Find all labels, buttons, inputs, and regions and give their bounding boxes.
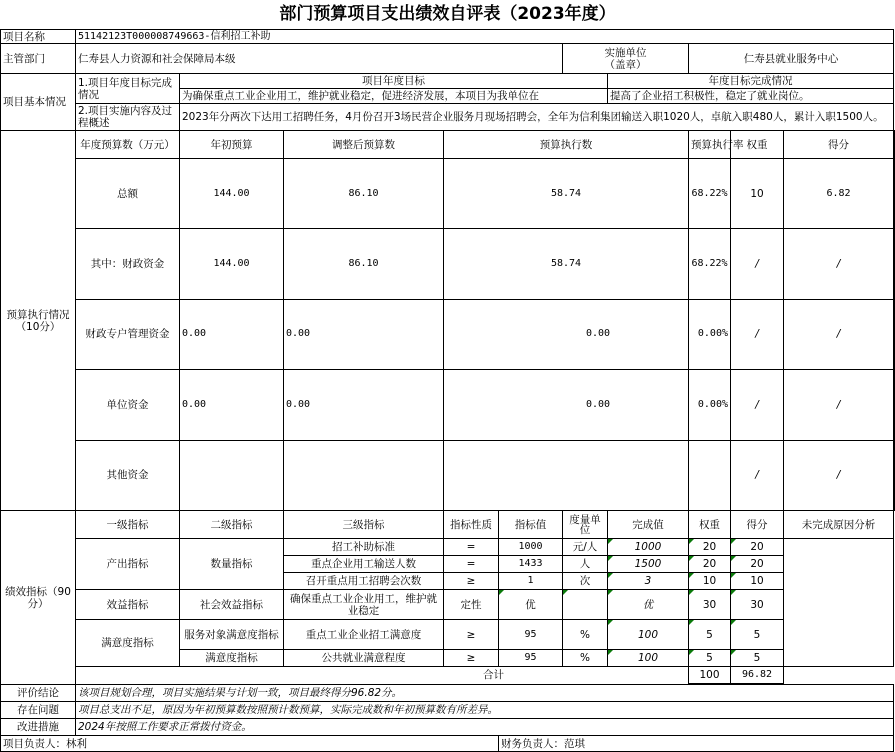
- indicator-score: 5: [731, 620, 784, 650]
- budget-header-annual: 年度预算数（万元）: [76, 131, 180, 159]
- indicator-done: 100: [608, 650, 689, 667]
- indicator-score: 10: [731, 573, 784, 590]
- budget-row-executed: 0.00: [444, 299, 689, 369]
- budget-row-weight: /: [731, 440, 784, 510]
- indicator-unit: %: [563, 620, 608, 650]
- budget-row-name: 其中：财政资金: [76, 229, 180, 299]
- indicator-score: 20: [731, 556, 784, 573]
- level3-indicator: 公共就业满意程度: [284, 650, 444, 667]
- department-value: 仁寿县人力资源和社会保障局本级: [76, 44, 563, 74]
- indicator-weight: 5: [689, 650, 731, 667]
- indicator-done: 优: [608, 590, 689, 620]
- total-label: 合计: [483, 669, 504, 682]
- indicator-value: 1433: [499, 556, 563, 573]
- indicator-value: 1000: [499, 539, 563, 556]
- evaluation-table: [0, 29, 895, 752]
- perf-header-level2: 二级指标: [180, 511, 284, 539]
- project-name-value: 51142123T000008749663-信利招工补助: [76, 30, 894, 44]
- budget-row-executed: [444, 440, 689, 510]
- level2-quantity: 数量指标: [180, 539, 284, 590]
- level2-social: 社会效益指标: [180, 590, 284, 620]
- indicator-nature: ≥: [444, 620, 499, 650]
- indicator-done: 1000: [608, 539, 689, 556]
- budget-row-weight: 10: [731, 159, 784, 229]
- annual-goal-text: 为确保重点工业企业用工，维护就业稳定，促进经济发展，本项目为我单位在: [180, 89, 608, 104]
- annual-goal-sublabel: 1.项目年度目标完成情况: [76, 74, 180, 104]
- level3-indicator: 重点工业企业招工满意度: [284, 620, 444, 650]
- budget-row-executed: 58.74: [444, 229, 689, 299]
- budget-row-adjusted: 86.10: [284, 229, 444, 299]
- total-weight: 100: [689, 667, 731, 684]
- perf-header-value: 指标值: [499, 511, 563, 539]
- budget-header-weight: 权重: [731, 131, 784, 159]
- department-label: 主管部门: [1, 44, 76, 74]
- indicator-done: 3: [608, 573, 689, 590]
- indicator-unit: 人: [563, 556, 608, 573]
- conclusion-label: 评价结论: [1, 685, 76, 702]
- budget-row-name: 其他资金: [76, 440, 180, 510]
- perf-header-unit: 度量单位: [563, 511, 608, 539]
- indicator-unit: [563, 590, 608, 620]
- budget-row-rate: 0.00%: [689, 299, 731, 369]
- indicator-unit: 次: [563, 573, 608, 590]
- measures-label: 改进措施: [1, 719, 76, 736]
- level3-indicator: 重点企业用工输送人数: [284, 556, 444, 573]
- issues-text: 项目总支出不足，原因为年初预算数按照预计数预算，实际完成数和年初预算数有所差异。: [76, 702, 894, 719]
- page-title: 部门预算项目支出绩效自评表（2023年度）: [279, 4, 616, 24]
- budget-row-initial: 144.00: [180, 159, 284, 229]
- indicator-weight: 30: [689, 590, 731, 620]
- total-score: 96.82: [731, 667, 784, 684]
- budget-row-adjusted: [284, 440, 444, 510]
- level3-indicator: 召开重点用工招聘会次数: [284, 573, 444, 590]
- perf-header-weight: 权重: [689, 511, 731, 539]
- level2-satisfaction: 满意度指标: [180, 650, 284, 667]
- conclusion-text: 该项目规划合理，项目实施结果与计划一致，项目最终得分96.82分。: [76, 685, 894, 702]
- total-blank: [784, 667, 894, 684]
- measures-text: 2024年按照工作要求正常拨付资金。: [76, 719, 894, 736]
- budget-reason: [894, 159, 895, 511]
- indicator-value: 95: [499, 620, 563, 650]
- perf-header-level3: 三级指标: [284, 511, 444, 539]
- budget-header-executed: 预算执行数: [444, 131, 689, 159]
- perf-header-level1: 一级指标: [76, 511, 180, 539]
- implementing-unit-value: 仁寿县就业服务中心: [689, 44, 894, 74]
- budget-row-executed: 0.00: [444, 370, 689, 440]
- indicator-unit: 元/人: [563, 539, 608, 556]
- annual-goal-header: 项目年度目标: [180, 74, 608, 89]
- indicator-score: 5: [731, 650, 784, 667]
- project-name-label: 项目名称: [1, 30, 76, 44]
- indicator-value: 1: [499, 573, 563, 590]
- finance-leader: 财务负责人：范琪: [499, 736, 894, 752]
- budget-row-executed: 58.74: [444, 159, 689, 229]
- indicator-score: 20: [731, 539, 784, 556]
- indicator-nature: ≥: [444, 573, 499, 590]
- budget-header-initial: 年初预算: [180, 131, 284, 159]
- indicator-weight: 5: [689, 620, 731, 650]
- budget-row-name: 单位资金: [76, 370, 180, 440]
- perf-header-score: 得分: [731, 511, 784, 539]
- indicator-weight: 20: [689, 539, 731, 556]
- level2-service-satisfaction: 服务对象满意度指标: [180, 620, 284, 650]
- indicator-done: 1500: [608, 556, 689, 573]
- budget-header-rate: 预算执行率: [689, 131, 731, 159]
- performance-label: 绩效指标（90分）: [1, 511, 76, 685]
- issues-label: 存在问题: [1, 702, 76, 719]
- indicator-nature: 定性: [444, 590, 499, 620]
- budget-row-rate: 0.00%: [689, 370, 731, 440]
- budget-header-score: 得分: [784, 131, 894, 159]
- project-leader: 项目负责人：林利: [1, 736, 499, 752]
- level1-satisfaction: 满意度指标: [76, 620, 180, 667]
- budget-row-rate: 68.22%: [689, 229, 731, 299]
- basic-situation-label: 项目基本情况: [1, 74, 76, 131]
- perf-header-reason: 未完成原因分析: [784, 511, 894, 539]
- budget-row-score: 6.82: [784, 159, 894, 229]
- budget-row-rate: [689, 440, 731, 510]
- level3-indicator: 确保重点工业企业用工，维护就业稳定: [284, 590, 444, 620]
- incomplete-reason: [784, 539, 894, 667]
- level1-benefit: 效益指标: [76, 590, 180, 620]
- indicator-weight: 20: [689, 556, 731, 573]
- budget-row-adjusted: 0.00: [284, 299, 444, 369]
- indicator-nature: =: [444, 539, 499, 556]
- perf-header-done: 完成值: [608, 511, 689, 539]
- budget-header-adjusted: 调整后预算数: [284, 131, 444, 159]
- budget-row-score: /: [784, 440, 894, 510]
- budget-row-weight: /: [731, 370, 784, 440]
- goal-completion-header: 年度目标完成情况: [608, 74, 894, 89]
- implementation-text: 2023年分两次下达用工招聘任务，4月份召开3场民营企业服务月现场招聘会，全年为信利集团输送入职1020人，卓航入职480人，累计入职1500人。: [180, 104, 894, 131]
- budget-row-initial: 0.00: [180, 299, 284, 369]
- level3-indicator: 招工补助标准: [284, 539, 444, 556]
- budget-row-name: 总额: [76, 159, 180, 229]
- indicator-value: 95: [499, 650, 563, 667]
- indicator-value: 优: [499, 590, 563, 620]
- budget-row-initial: [180, 440, 284, 510]
- budget-row-initial: 144.00: [180, 229, 284, 299]
- indicator-unit: %: [563, 650, 608, 667]
- budget-execution-label: 预算执行情况（10分）: [1, 131, 76, 511]
- indicator-nature: ≥: [444, 650, 499, 667]
- perf-header-nature: 指标性质: [444, 511, 499, 539]
- budget-header-reason: [894, 131, 895, 159]
- budget-row-name: 财政专户管理资金: [76, 299, 180, 369]
- level1-output: 产出指标: [76, 539, 180, 590]
- budget-row-initial: 0.00: [180, 370, 284, 440]
- indicator-weight: 10: [689, 573, 731, 590]
- budget-row-weight: /: [731, 299, 784, 369]
- budget-row-score: /: [784, 299, 894, 369]
- implementing-unit-label: 实施单位 （盖章）: [563, 44, 689, 74]
- goal-completion-text: 提高了企业招工积极性，稳定了就业岗位。: [608, 89, 894, 104]
- implementation-sublabel: 2.项目实施内容及过程概述: [76, 104, 180, 131]
- indicator-score: 30: [731, 590, 784, 620]
- budget-row-weight: /: [731, 229, 784, 299]
- budget-row-rate: 68.22%: [689, 159, 731, 229]
- indicator-nature: =: [444, 556, 499, 573]
- budget-row-score: /: [784, 229, 894, 299]
- budget-row-adjusted: 86.10: [284, 159, 444, 229]
- budget-row-adjusted: 0.00: [284, 370, 444, 440]
- indicator-done: 100: [608, 620, 689, 650]
- budget-row-score: /: [784, 370, 894, 440]
